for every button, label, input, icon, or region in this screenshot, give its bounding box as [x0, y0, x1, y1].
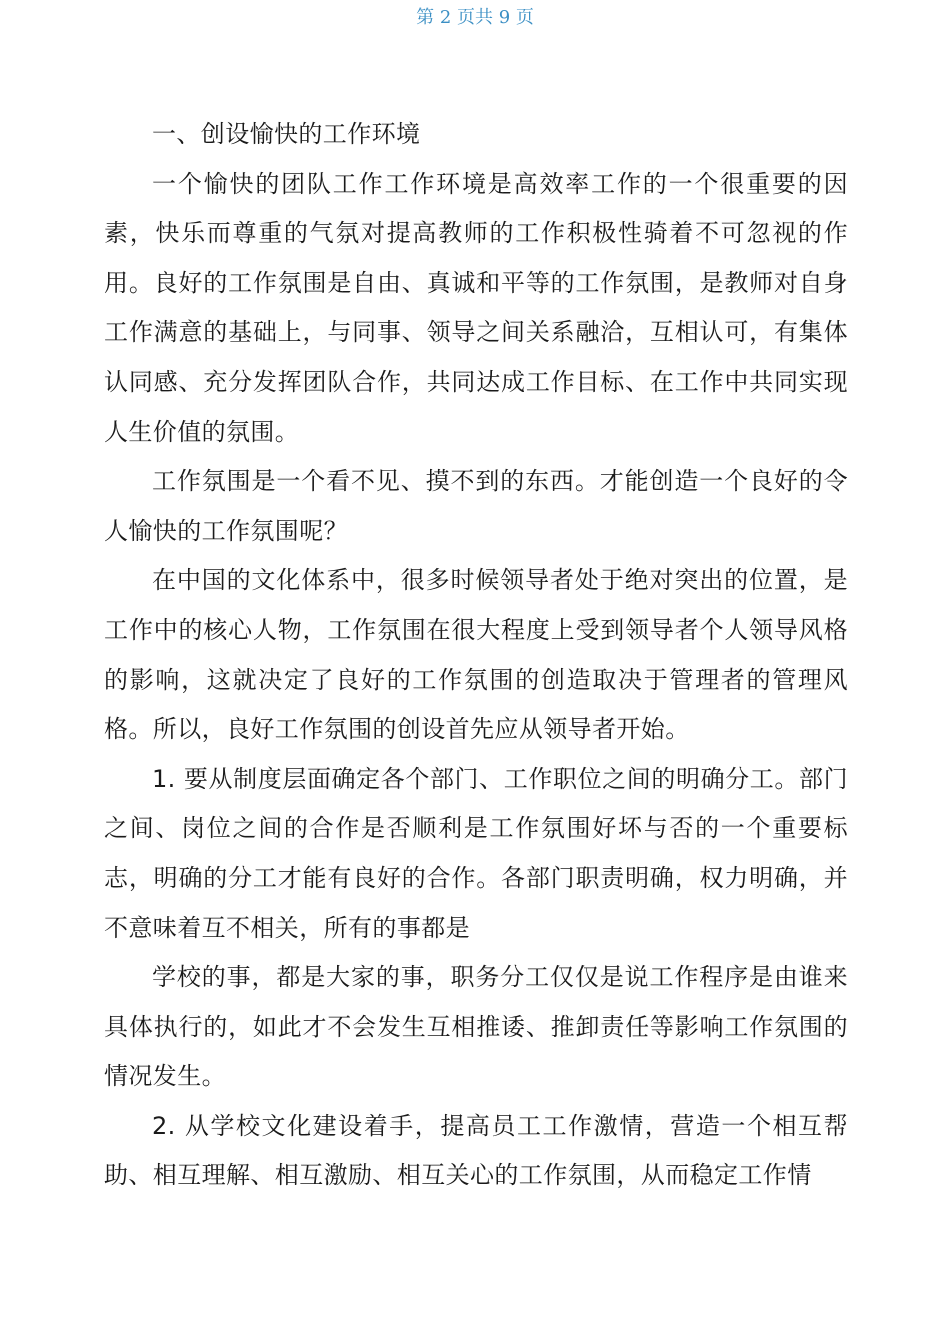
paragraph: 工作氛围是一个看不见、摸不到的东西。才能创造一个良好的令人愉快的工作氛围呢？ [104, 467, 848, 545]
paragraph: 在中国的文化体系中，很多时候领导者处于绝对突出的位置，是工作中的核心人物，工作氛围在很大程度上受到领导者个人领导风格的影响，这就决定了良好的工作氛围的创造取决于管理者的管理风格。所以，良好工作氛围的创设首先应从领导者开始。 [104, 566, 848, 744]
paragraph: 一个愉快的团队工作工作环境是高效率工作的一个很重要的因素，快乐而尊重的气氛对提高教师的工作积极性骑着不可忽视的作用。良好的工作氛围是自由、真诚和平等的工作氛围，是教师对自身工作满意的基础上，与同事、领导之间关系融洽，互相认可，有集体认同感、充分发挥团队合作，共同达成工作目标、在工作中共同实现人生价值的氛围。 [104, 169, 848, 446]
paragraph: 学校的事，都是大家的事，职务分工仅仅是说工作程序是由谁来具体执行的，如此才不会发生互相推诿、推卸责任等影响工作氛围的情况发生。 [104, 963, 848, 1091]
document-body [104, 110, 848, 1201]
page-number-header: 第 2 页共 9 页 [416, 7, 534, 28]
paragraph: 2. 从学校文化建设着手，提高员工工作激情，营造一个相互帮助、相互理解、相互激励、相互关心的工作氛围，从而稳定工作情 [104, 1111, 848, 1190]
paragraph: 1. 要从制度层面确定各个部门、工作职位之间的明确分工。部门之间、岗位之间的合作是否顺利是工作氛围好坏与否的一个重要标志，明确的分工才能有良好的合作。各部门职责明确，权力明确，并不意味着互不相关，所有的事都是 [104, 764, 848, 942]
section-heading: 一、创设愉快的工作环境 [152, 120, 421, 148]
